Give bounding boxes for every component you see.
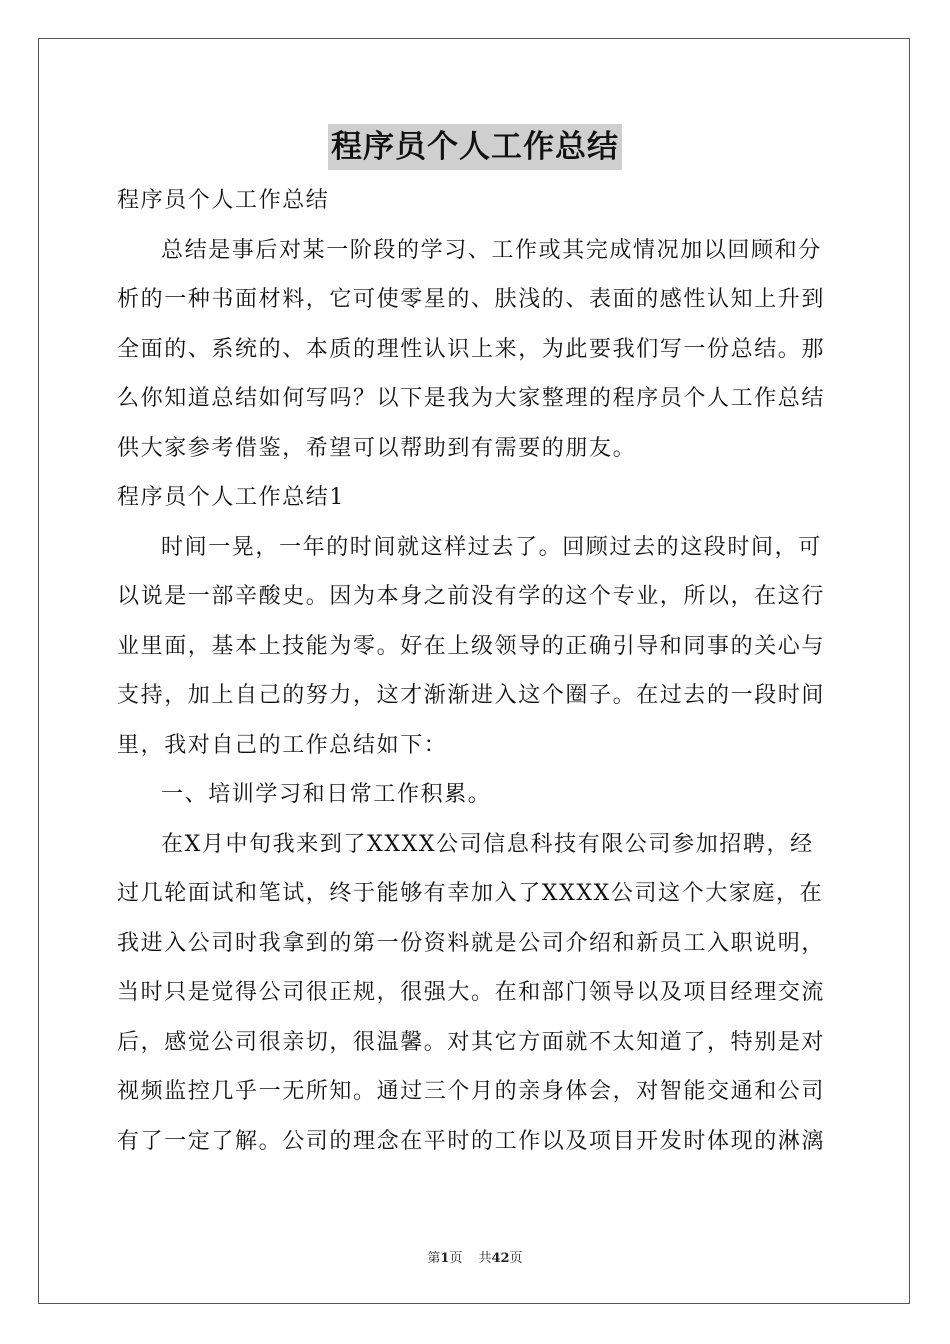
section-heading: 程序员个人工作总结1 bbox=[117, 485, 345, 510]
intro-paragraph: 总结是事后对某一阶段的学习、工作或其完成情况加以回顾和分析的一种书面材料，它可使零星的、肤浅的、表面的感性认知上升到全面的、系统的、本质的理性认识上来，为此要我们写一份总结。那么你知道总结如何写吗？以下是我为大家整理的程序员个人工作总结供大家参考借鉴，希望可以帮助到有需要的朋友。 bbox=[117, 237, 826, 461]
subtitle-line: 程序员个人工作总结 bbox=[117, 188, 330, 213]
body-paragraph: 在X月中旬我来到了XXXX公司信息科技有限公司参加招聘，经过几轮面试和笔试，终于能够有幸加入了XXXX公司这个大家庭，在我进入公司时我拿到的第一份资料就是公司介绍和新员工入职说明，当时只是觉得公司很正规，很强大。在和部门领导以及项目经理交流后，感觉公司很亲切，很温馨。对其它方面就不太知道了，特别是对视频监控几乎一无所知。通过三个月的亲身体会，对智能交通和公司有了一定了解。公司的理念在平时的工作以及项目开发时体现的淋漓 bbox=[117, 831, 826, 1154]
page-footer bbox=[0, 1247, 950, 1266]
title-container bbox=[0, 124, 950, 170]
page-prefix: 第 bbox=[427, 1251, 441, 1266]
total-suffix: 页 bbox=[509, 1251, 523, 1266]
total-prefix: 共 bbox=[478, 1251, 492, 1266]
total-pages: 42 bbox=[491, 1251, 510, 1266]
document-title: 程序员个人工作总结 bbox=[328, 124, 622, 170]
page-number: 1 bbox=[440, 1251, 450, 1266]
subsection-heading: 一、培训学习和日常工作积累。 bbox=[161, 782, 492, 807]
body-paragraph: 时间一晃，一年的时间就这样过去了。回顾过去的这段时间，可以说是一部辛酸史。因为本身之前没有学的这个专业，所以，在这行业里面，基本上技能为零。好在上级领导的正确引导和同事的关心与支持，加上自己的努力，这才渐渐进入这个圈子。在过去的一段时间里，我对自己的工作总结如下： bbox=[117, 534, 826, 758]
page-suffix: 页 bbox=[449, 1251, 463, 1266]
document-body bbox=[117, 176, 837, 1166]
